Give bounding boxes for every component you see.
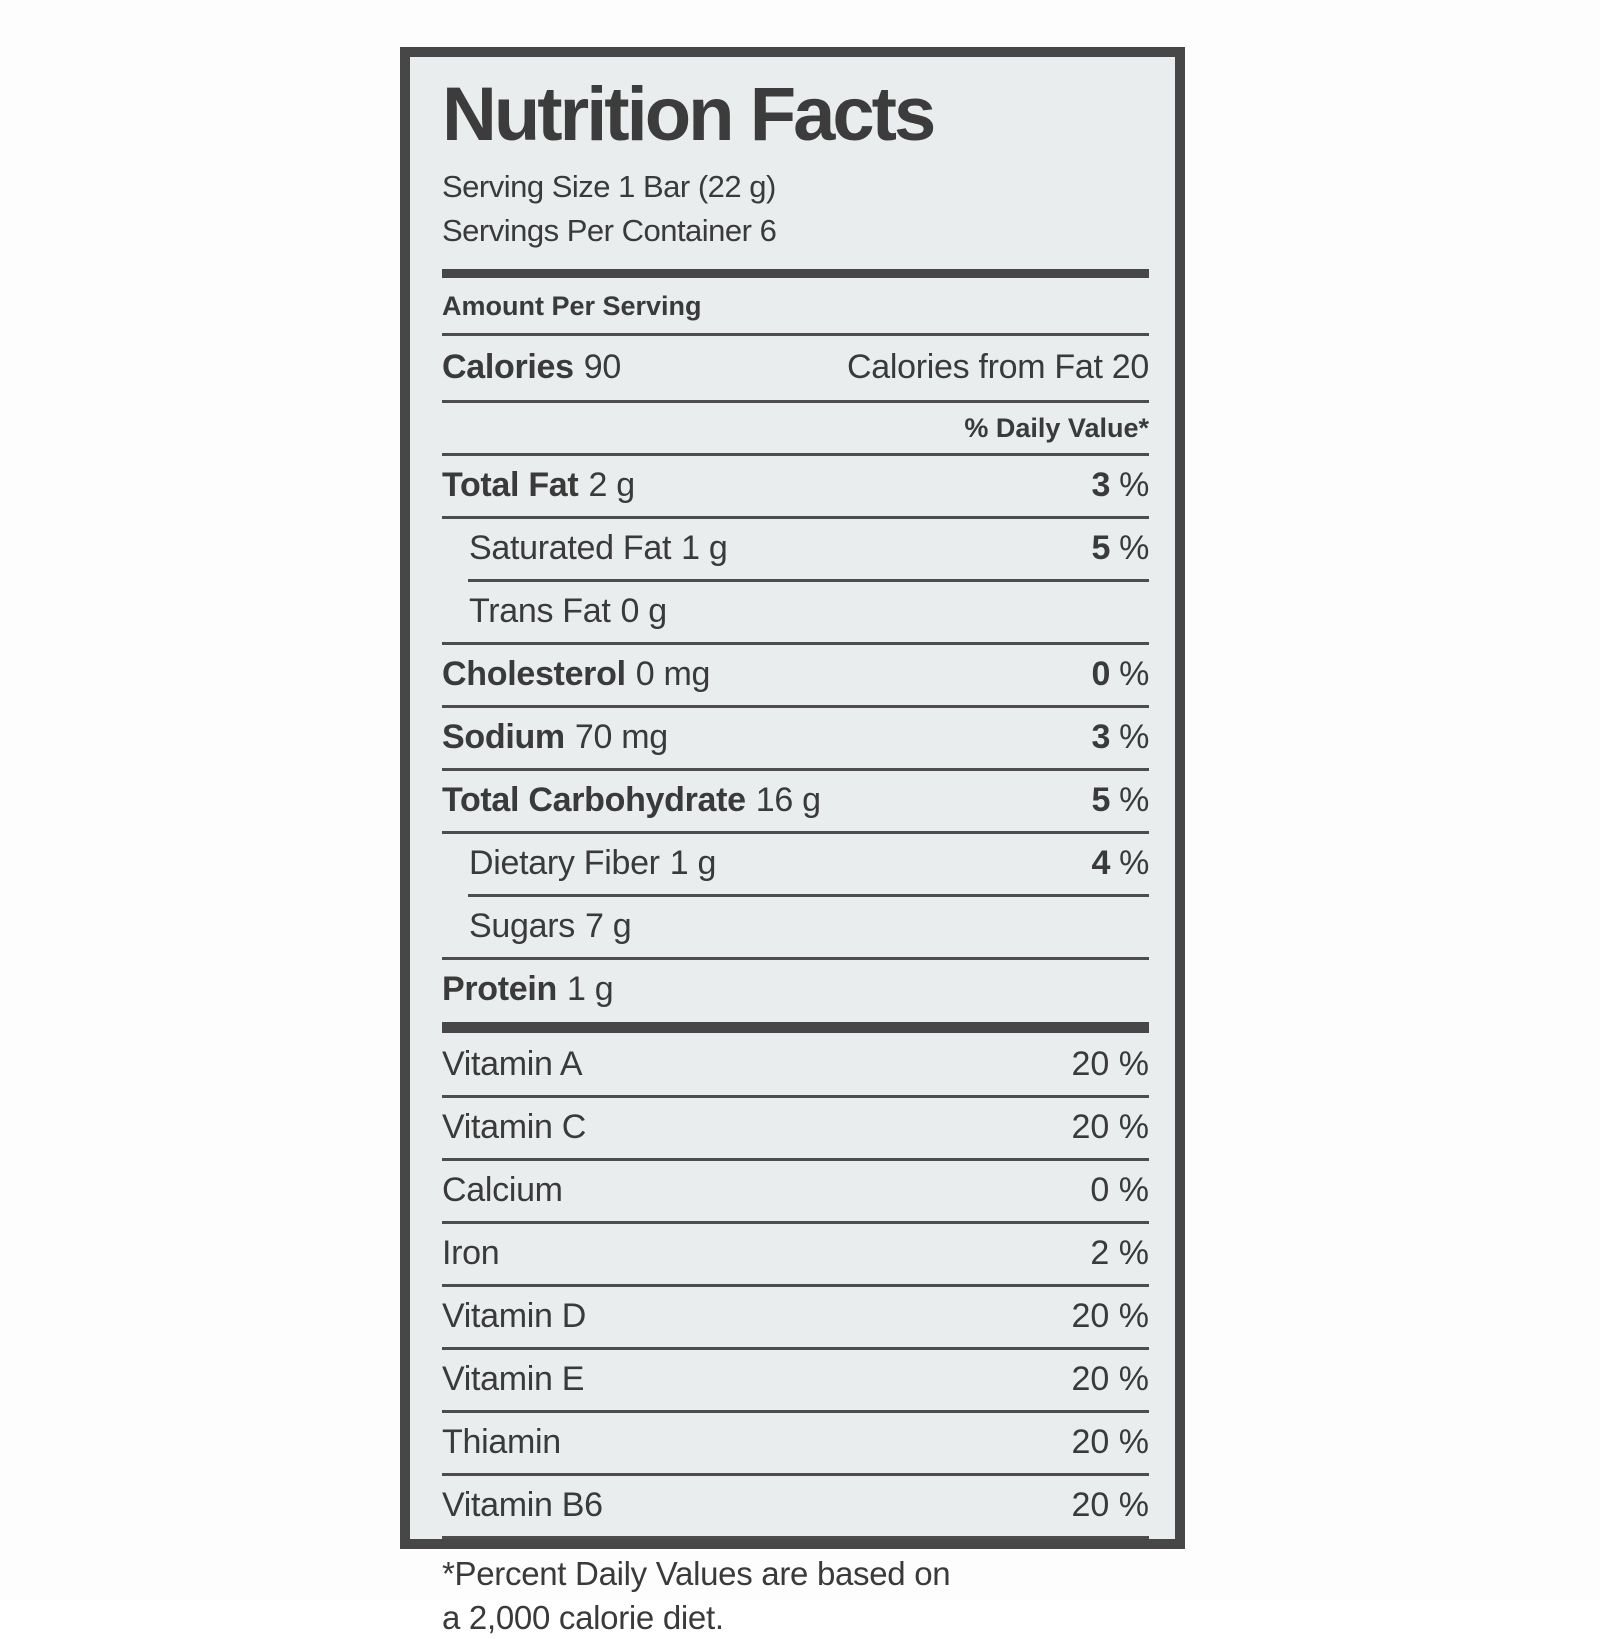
thick-divider-vitamins: [442, 1022, 1149, 1033]
calories-left: [442, 348, 621, 387]
nutrient-row-trans-fat: [442, 582, 1149, 642]
vitamin-name: Vitamin C: [442, 1108, 586, 1147]
nutrient-amount: 0 g: [621, 592, 667, 630]
vitamin-value: 20 %: [1072, 1108, 1150, 1147]
nutrient-dv: 5: [1091, 529, 1110, 567]
nutrient-name: Total Fat: [442, 466, 578, 504]
nutrient-amount: 70 mg: [575, 718, 668, 756]
nutrition-facts-label: [400, 47, 1185, 1549]
nutrient-name: Trans Fat: [469, 592, 611, 630]
footnote-line-2: a 2,000 calorie diet.: [442, 1596, 1149, 1639]
percent-sign: %: [1119, 655, 1149, 693]
serving-size: Serving Size 1 Bar (22 g): [442, 165, 1149, 209]
vitamin-name: Iron: [442, 1234, 499, 1273]
vitamin-name: Vitamin E: [442, 1360, 584, 1399]
daily-value-header: % Daily Value*: [442, 403, 1149, 453]
vitamin-name: Vitamin B6: [442, 1486, 603, 1525]
nutrient-amount: 1 g: [670, 844, 716, 882]
nutrient-amount: 2 g: [588, 466, 634, 504]
calories-row: [442, 336, 1149, 400]
nutrient-name: Saturated Fat: [469, 529, 671, 567]
vitamin-row-vitamin-d: [442, 1287, 1149, 1347]
nutrient-amount: 7 g: [585, 907, 631, 945]
vitamin-row-calcium: [442, 1161, 1149, 1221]
vitamin-value: 20 %: [1072, 1360, 1150, 1399]
vitamin-name: Vitamin A: [442, 1045, 582, 1084]
vitamin-row-vitamin-a: [442, 1035, 1149, 1095]
footnote-line-1: *Percent Daily Values are based on: [442, 1552, 1149, 1596]
daily-value-footnote: [442, 1539, 1149, 1639]
servings-per-container: Servings Per Container 6: [442, 209, 1149, 253]
vitamin-row-thiamin: [442, 1413, 1149, 1473]
nutrient-amount: 16 g: [756, 781, 821, 819]
label-title: Nutrition Facts: [442, 73, 1149, 157]
percent-sign: %: [1119, 529, 1149, 567]
calories-value: 90: [584, 348, 621, 386]
nutrient-name: Protein: [442, 970, 557, 1008]
percent-sign: %: [1119, 781, 1149, 819]
amount-per-serving-heading: Amount Per Serving: [442, 278, 1149, 333]
nutrient-row-sodium: [442, 708, 1149, 768]
nutrient-dv: 0: [1091, 655, 1110, 693]
vitamin-value: 20 %: [1072, 1486, 1150, 1525]
thick-divider-top: [442, 269, 1149, 278]
nutrient-dv: 3: [1091, 466, 1110, 504]
calories-label: Calories: [442, 348, 574, 386]
nutrient-dv: 4: [1091, 844, 1110, 882]
vitamin-row-iron: [442, 1224, 1149, 1284]
nutrient-row-cholesterol: [442, 645, 1149, 705]
nutrient-dv: 5: [1091, 781, 1110, 819]
nutrient-name: Total Carbohydrate: [442, 781, 746, 819]
nutrient-row-sugars: [442, 897, 1149, 957]
vitamin-value: 0 %: [1090, 1171, 1149, 1210]
percent-sign: %: [1119, 844, 1149, 882]
percent-sign: %: [1119, 466, 1149, 504]
nutrient-name: Sodium: [442, 718, 565, 756]
nutrient-name: Dietary Fiber: [469, 844, 660, 882]
percent-sign: %: [1119, 718, 1149, 756]
vitamin-value: 20 %: [1072, 1297, 1150, 1336]
vitamin-name: Calcium: [442, 1171, 563, 1210]
vitamin-row-vitamin-b6: [442, 1476, 1149, 1536]
nutrient-name: Sugars: [469, 907, 575, 945]
nutrient-amount: 1 g: [567, 970, 613, 1008]
nutrient-amount: 0 mg: [636, 655, 710, 693]
calories-from-fat: Calories from Fat 20: [847, 348, 1149, 387]
vitamin-row-vitamin-c: [442, 1098, 1149, 1158]
vitamin-value: 2 %: [1090, 1234, 1149, 1273]
nutrient-amount: 1 g: [681, 529, 727, 567]
vitamin-row-vitamin-e: [442, 1350, 1149, 1410]
nutrient-name: Cholesterol: [442, 655, 626, 693]
nutrient-row-total-carbohydrate: [442, 771, 1149, 831]
nutrient-row-saturated-fat: [442, 519, 1149, 579]
nutrient-dv: 3: [1091, 718, 1110, 756]
nutrient-row-dietary-fiber: [442, 834, 1149, 894]
vitamin-name: Vitamin D: [442, 1297, 586, 1336]
nutrient-row-total-fat: [442, 456, 1149, 516]
vitamin-value: 20 %: [1072, 1045, 1150, 1084]
vitamin-name: Thiamin: [442, 1423, 561, 1462]
nutrient-row-protein: [442, 960, 1149, 1020]
vitamin-value: 20 %: [1072, 1423, 1150, 1462]
